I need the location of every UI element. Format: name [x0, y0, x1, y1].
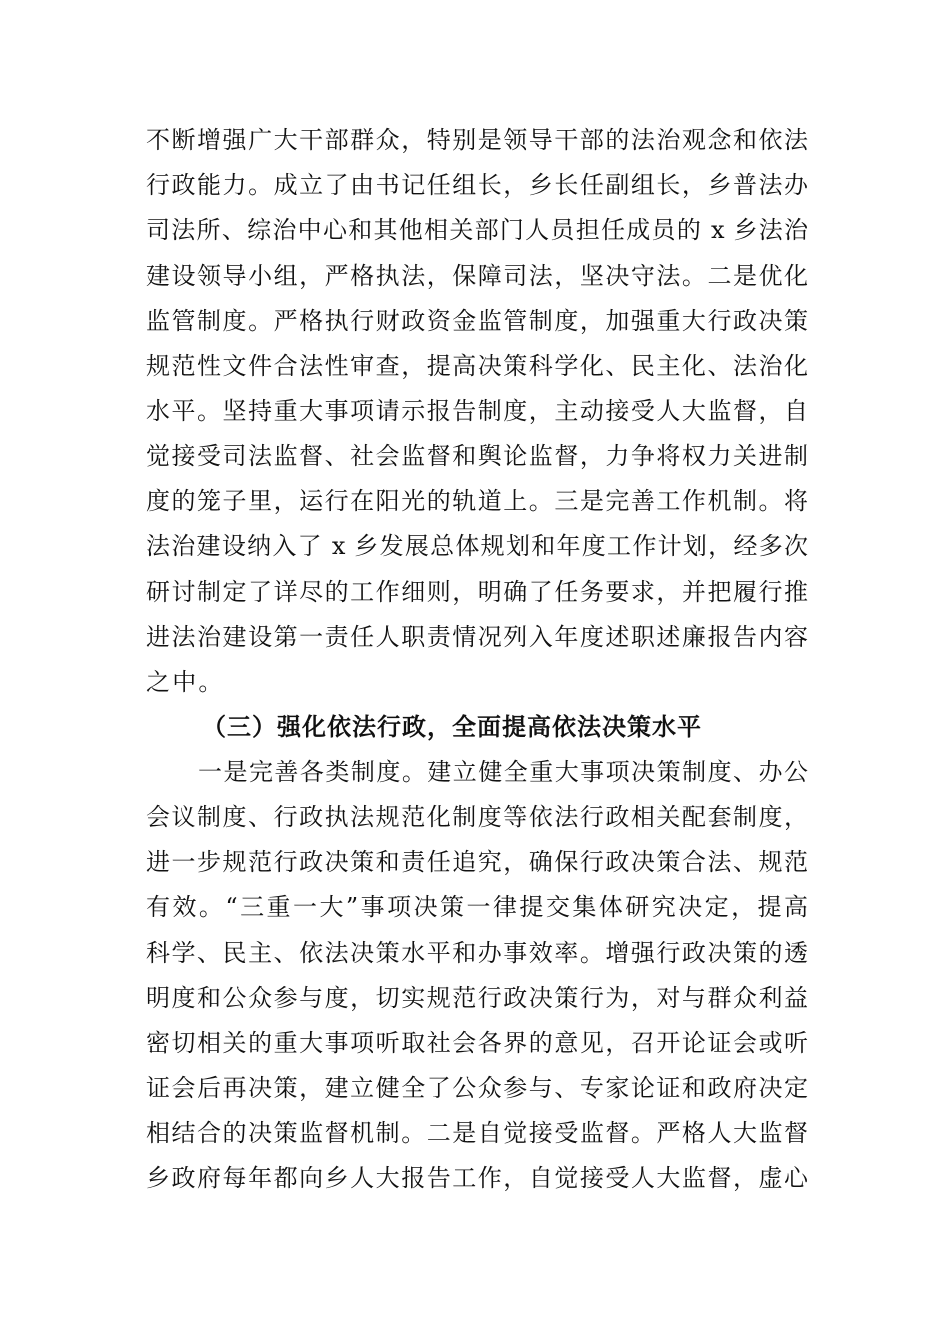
paragraph-line: 证会后再决策，建立健全了公众参与、专家论证和政府决定 — [146, 1074, 808, 1102]
paragraph-line: 进法治建设第一责任人职责情况列入年度述职述廉报告内容 — [146, 623, 808, 651]
section-heading: （三）强化依法行政，全面提高依法决策水平 — [202, 712, 702, 741]
paragraph-line: 觉接受司法监督、社会监督和舆论监督，力争将权力关进制 — [146, 442, 808, 470]
paragraph-line: 进一步规范行政决策和责任追究，确保行政决策合法、规范 — [146, 848, 808, 876]
paragraph-line: 法治建设纳入了 x 乡发展总体规划和年度工作计划，经多次 — [146, 532, 808, 560]
paragraph-line: 规范性文件合法性审查，提高决策科学化、民主化、法治化 — [146, 352, 808, 380]
paragraph-line: 建设领导小组，严格执法，保障司法，坚决守法。二是优化 — [146, 262, 808, 290]
paragraph-line: 水平。坚持重大事项请示报告制度，主动接受人大监督，自 — [146, 397, 808, 425]
paragraph-line: 一是完善各类制度。建立健全重大事项决策制度、办公 — [198, 758, 808, 786]
paragraph-line: 相结合的决策监督机制。二是自觉接受监督。严格人大监督 — [146, 1119, 808, 1147]
paragraph-line: 司法所、综治中心和其他相关部门人员担任成员的 x 乡法治 — [146, 216, 808, 244]
paragraph-line: 科学、民主、依法决策水平和办事效率。增强行政决策的透 — [146, 939, 808, 967]
paragraph-line: 不断增强广大干部群众，特别是领导干部的法治观念和依法 — [146, 126, 808, 154]
paragraph-line: 研讨制定了详尽的工作细则，明确了任务要求，并把履行推 — [146, 578, 808, 606]
paragraph-line: 有效。“三重一大”事项决策一律提交集体研究决定，提高 — [146, 893, 808, 921]
paragraph-line: 之中。 — [146, 668, 225, 696]
paragraph-line: 密切相关的重大事项听取社会各界的意见，召开论证会或听 — [146, 1029, 808, 1057]
paragraph-line: 监管制度。严格执行财政资金监管制度，加强重大行政决策 — [146, 307, 808, 335]
paragraph-line: 行政能力。成立了由书记任组长，乡长任副组长，乡普法办 — [146, 171, 808, 199]
paragraph-line: 乡政府每年都向乡人大报告工作，自觉接受人大监督，虚心 — [146, 1164, 808, 1192]
paragraph-line: 明度和公众参与度，切实规范行政决策行为，对与群众利益 — [146, 984, 808, 1012]
paragraph-line: 度的笼子里，运行在阳光的轨道上。三是完善工作机制。将 — [146, 487, 808, 515]
paragraph-line: 会议制度、行政执法规范化制度等依法行政相关配套制度， — [146, 803, 808, 831]
